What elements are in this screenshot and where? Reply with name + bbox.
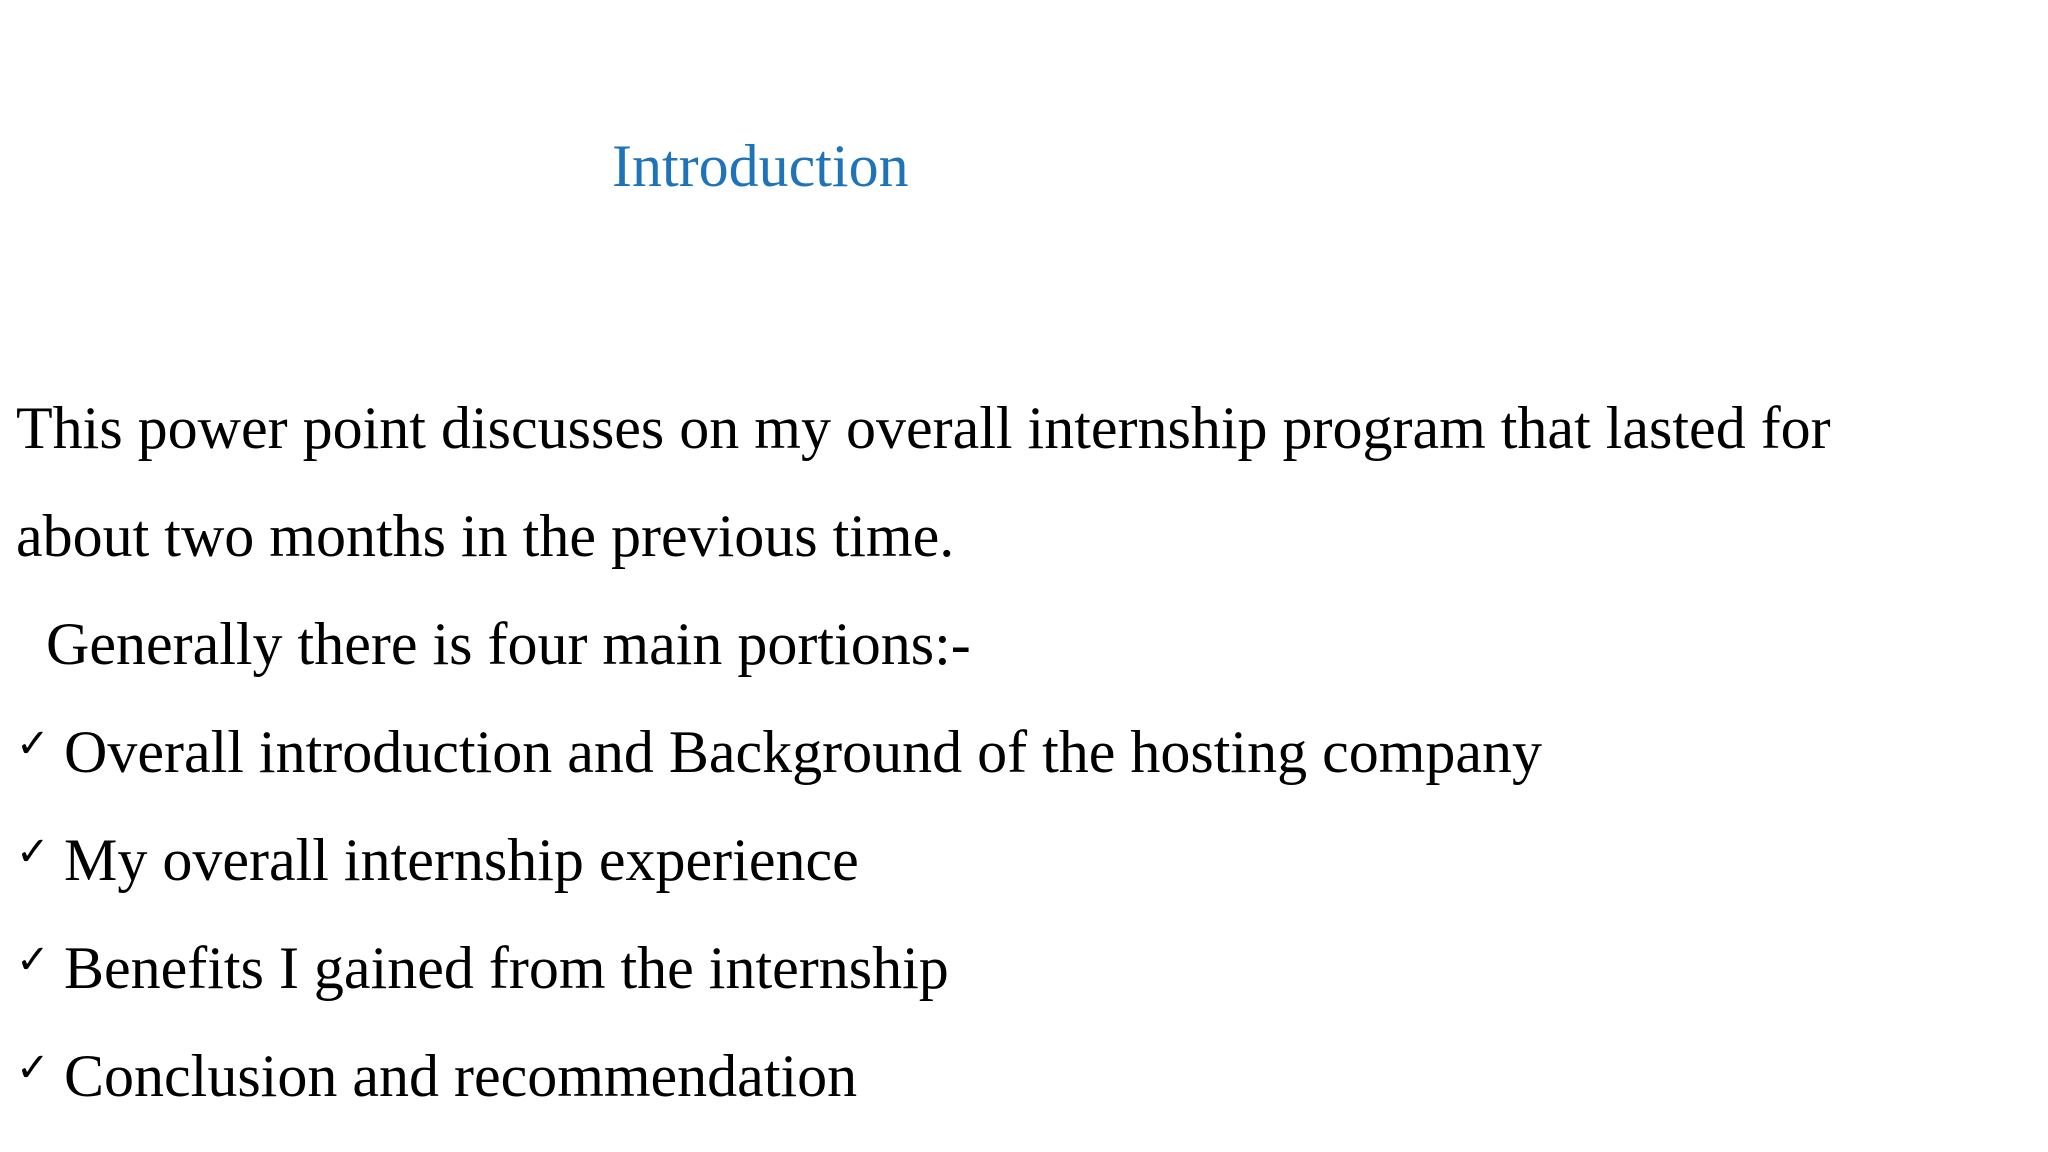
slide-title: Introduction <box>612 133 909 199</box>
checkmark-icon: ✓ <box>16 1045 50 1091</box>
paragraph-line-1: This power point discusses on my overall internship program that lasted for <box>16 395 1831 461</box>
bullet-text: Overall introduction and Background of the hosting company <box>64 719 1542 785</box>
bullet-item <box>16 716 1542 788</box>
bullet-item <box>16 824 859 896</box>
checkmark-icon: ✓ <box>16 937 50 983</box>
bullet-text: Benefits I gained from the internship <box>64 935 949 1001</box>
bullet-text: Conclusion and recommendation <box>64 1043 858 1109</box>
bullet-text: My overall internship experience <box>64 827 859 893</box>
paragraph-line-2: about two months in the previous time. <box>16 503 955 569</box>
checkmark-icon: ✓ <box>16 829 50 875</box>
bullet-item <box>16 1040 857 1112</box>
checkmark-icon: ✓ <box>16 721 50 767</box>
bullet-item <box>16 932 949 1004</box>
intro-line: Generally there is four main portions:- <box>46 611 971 677</box>
